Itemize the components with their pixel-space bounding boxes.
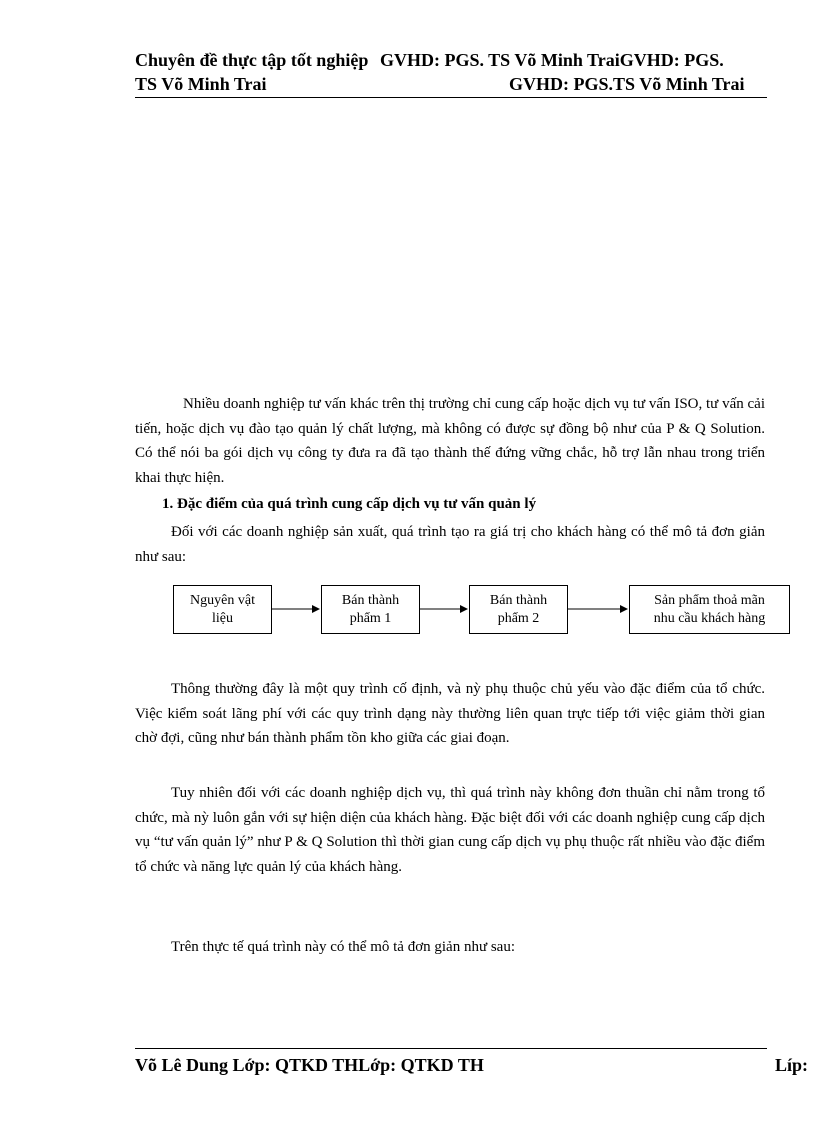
header-topic: Chuyên đề thực tập tốt nghiệp bbox=[135, 50, 369, 70]
header-advisor: GVHD: PGS.TS Võ Minh Trai bbox=[509, 74, 745, 94]
flow-box-raw-material-line1: Nguyên vật bbox=[190, 592, 255, 608]
paragraph-intro-text: Nhiều doanh nghiệp tư vấn khác trên thị trường chỉ cung cấp hoặc dịch vụ tư vấn ISO, tư vấn cải tiến, hoặc dịch vụ đào tạo quản lý chất lượng, mà không có được sự đồng bộ như của P & Q Solution. Có thể nói ba gói dịch vụ công ty đưa ra đã tạo thành thế đứng vững chắc, hỗ trợ lẫn nhau trong triển khai thực hiện. bbox=[135, 396, 765, 486]
flow-box-semi-product-1-line2: phẩm 1 bbox=[349, 610, 392, 626]
footer-rule bbox=[135, 1048, 767, 1049]
flow-box-raw-material-line2: liệu bbox=[212, 610, 233, 626]
paragraph-service-business bbox=[135, 781, 765, 879]
paragraph-actual-process-text: Trên thực tế quá trình này có thể mô tả đơn giản như sau: bbox=[171, 939, 515, 955]
paragraph-actual-process bbox=[135, 935, 765, 960]
header-advisor-continued: TS Võ Minh Trai bbox=[135, 74, 267, 94]
section-heading: 1. Đặc điểm của quá trình cung cấp dịch vụ tư vấn quản lý bbox=[162, 496, 537, 512]
paragraph-manufacturing-text: Đối với các doanh nghiệp sản xuất, quá trình tạo ra giá trị cho khách hàng có thể mô tả đơn giản như sau: bbox=[135, 524, 765, 565]
flow-box-semi-product-1-line1: Bán thành bbox=[341, 592, 400, 608]
flow-box-semi-product-2-line2: phẩm 2 bbox=[497, 610, 540, 626]
paragraph-fixed-process-text: Thông thường đây là một quy trình cố định, và nỳ phụ thuộc chủ yếu vào đặc điểm của tổ chức. Việc kiểm soát lãng phí với các quy trình dạng này thường liên quan trực tiếp tới việc giảm thời gian chờ đợi, cũng như bán thành phẩm tồn kho giữa các giai đoạn. bbox=[135, 681, 765, 746]
footer-class-label: Líp: bbox=[775, 1055, 809, 1075]
flow-box-semi-product-2-line1: Bán thành bbox=[489, 592, 548, 608]
paragraph-fixed-process bbox=[135, 677, 765, 751]
paragraph-service-business-text: Tuy nhiên đối với các doanh nghiệp dịch vụ, thì quá trình này không đơn thuần chỉ nằm trong tổ chức, mà nỳ luôn gắn với sự hiện diện của khách hàng. Đặc biệt đối với các doanh nghiệp cung cấp dịch vụ “tư vấn quản lý” như P & Q Solution thì thời gian cung cấp dịch vụ phụ thuộc rất nhiều vào đặc điểm tổ chức và năng lực quản lý của khách hàng. bbox=[135, 785, 765, 875]
flow-box-final-product-line2: nhu cầu khách hàng bbox=[653, 610, 766, 626]
flow-box-final-product-line1: Sản phẩm thoả mãn bbox=[654, 592, 765, 608]
header-advisor-repeat: GVHD: PGS. TS Võ Minh TraiGVHD: PGS. bbox=[380, 50, 724, 70]
footer-student: Võ Lê Dung Lớp: QTKD THLớp: QTKD TH bbox=[135, 1055, 484, 1075]
